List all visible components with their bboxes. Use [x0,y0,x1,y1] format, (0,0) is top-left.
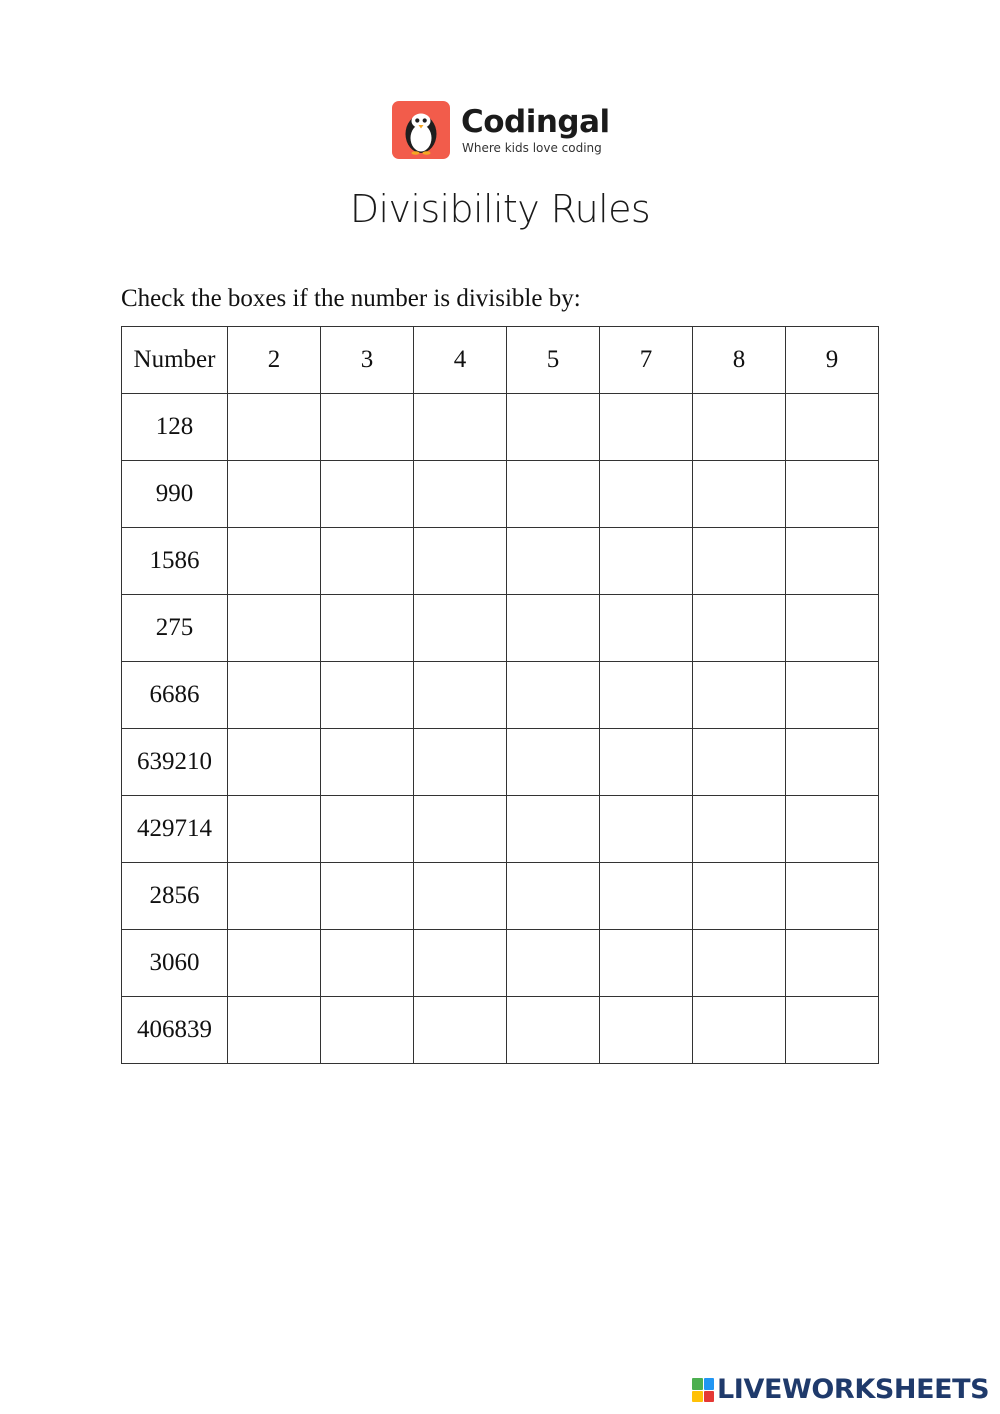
checkbox-cell-divisor-2[interactable] [228,662,321,729]
checkbox-cell-divisor-3[interactable] [321,595,414,662]
checkbox-cell-divisor-2[interactable] [228,461,321,528]
checkbox-cell-divisor-8[interactable] [693,729,786,796]
liveworksheets-logo-icon [692,1378,714,1402]
checkbox-cell-divisor-7[interactable] [600,662,693,729]
table-row [122,394,879,461]
checkbox-cell-divisor-2[interactable] [228,796,321,863]
checkbox-cell-divisor-9[interactable] [786,997,879,1064]
checkbox-cell-divisor-8[interactable] [693,930,786,997]
checkbox-cell-divisor-4[interactable] [414,662,507,729]
checkbox-cell-divisor-9[interactable] [786,930,879,997]
brand-tagline: Where kids love coding [462,140,602,155]
checkbox-cell-divisor-5[interactable] [507,595,600,662]
checkbox-cell-divisor-5[interactable] [507,461,600,528]
header-divisor-9: 9 [786,327,879,394]
checkbox-cell-divisor-3[interactable] [321,930,414,997]
table-row [122,461,879,528]
checkbox-cell-divisor-7[interactable] [600,394,693,461]
checkbox-cell-divisor-9[interactable] [786,863,879,930]
table-header-row [122,327,879,394]
checkbox-cell-divisor-9[interactable] [786,595,879,662]
instruction-text: Check the boxes if the number is divisible by: [121,285,581,312]
header-number: Number [122,327,228,394]
table-row [122,930,879,997]
checkbox-cell-divisor-8[interactable] [693,394,786,461]
checkbox-cell-divisor-7[interactable] [600,863,693,930]
row-number: 990 [122,461,228,528]
watermark-text: LIVEWORKSHEETS [717,1374,990,1405]
checkbox-cell-divisor-5[interactable] [507,662,600,729]
penguin-icon [392,101,450,159]
row-number: 6686 [122,662,228,729]
checkbox-cell-divisor-8[interactable] [693,528,786,595]
checkbox-cell-divisor-2[interactable] [228,595,321,662]
checkbox-cell-divisor-2[interactable] [228,930,321,997]
checkbox-cell-divisor-9[interactable] [786,662,879,729]
liveworksheets-watermark [692,1376,989,1404]
checkbox-cell-divisor-4[interactable] [414,394,507,461]
page-title: Divisibility Rules [349,187,651,231]
checkbox-cell-divisor-5[interactable] [507,394,600,461]
checkbox-cell-divisor-3[interactable] [321,662,414,729]
checkbox-cell-divisor-8[interactable] [693,997,786,1064]
row-number: 275 [122,595,228,662]
checkbox-cell-divisor-5[interactable] [507,729,600,796]
checkbox-cell-divisor-5[interactable] [507,930,600,997]
table-row [122,863,879,930]
row-number: 429714 [122,796,228,863]
checkbox-cell-divisor-8[interactable] [693,461,786,528]
checkbox-cell-divisor-9[interactable] [786,394,879,461]
checkbox-cell-divisor-2[interactable] [228,997,321,1064]
checkbox-cell-divisor-7[interactable] [600,796,693,863]
checkbox-cell-divisor-3[interactable] [321,729,414,796]
row-number: 406839 [122,997,228,1064]
checkbox-cell-divisor-3[interactable] [321,461,414,528]
checkbox-cell-divisor-2[interactable] [228,528,321,595]
checkbox-cell-divisor-8[interactable] [693,595,786,662]
checkbox-cell-divisor-2[interactable] [228,394,321,461]
checkbox-cell-divisor-7[interactable] [600,729,693,796]
table-row [122,662,879,729]
checkbox-cell-divisor-4[interactable] [414,528,507,595]
checkbox-cell-divisor-7[interactable] [600,461,693,528]
checkbox-cell-divisor-4[interactable] [414,595,507,662]
checkbox-cell-divisor-5[interactable] [507,863,600,930]
checkbox-cell-divisor-9[interactable] [786,461,879,528]
checkbox-cell-divisor-9[interactable] [786,796,879,863]
row-number: 2856 [122,863,228,930]
checkbox-cell-divisor-3[interactable] [321,394,414,461]
checkbox-cell-divisor-4[interactable] [414,796,507,863]
checkbox-cell-divisor-7[interactable] [600,997,693,1064]
table-row [122,528,879,595]
checkbox-cell-divisor-8[interactable] [693,796,786,863]
checkbox-cell-divisor-4[interactable] [414,729,507,796]
header-divisor-3: 3 [321,327,414,394]
divisibility-table [121,326,879,1064]
table-row [122,729,879,796]
checkbox-cell-divisor-3[interactable] [321,528,414,595]
checkbox-cell-divisor-4[interactable] [414,930,507,997]
checkbox-cell-divisor-4[interactable] [414,997,507,1064]
table-row [122,997,879,1064]
brand-name: Codingal [461,103,610,140]
checkbox-cell-divisor-5[interactable] [507,997,600,1064]
checkbox-cell-divisor-2[interactable] [228,863,321,930]
row-number: 1586 [122,528,228,595]
checkbox-cell-divisor-5[interactable] [507,796,600,863]
header-divisor-7: 7 [600,327,693,394]
row-number: 3060 [122,930,228,997]
checkbox-cell-divisor-8[interactable] [693,863,786,930]
checkbox-cell-divisor-7[interactable] [600,528,693,595]
header-divisor-5: 5 [507,327,600,394]
checkbox-cell-divisor-3[interactable] [321,863,414,930]
checkbox-cell-divisor-4[interactable] [414,863,507,930]
row-number: 639210 [122,729,228,796]
table-row [122,796,879,863]
header-divisor-2: 2 [228,327,321,394]
row-number: 128 [122,394,228,461]
checkbox-cell-divisor-7[interactable] [600,595,693,662]
checkbox-cell-divisor-5[interactable] [507,528,600,595]
checkbox-cell-divisor-9[interactable] [786,729,879,796]
checkbox-cell-divisor-9[interactable] [786,528,879,595]
checkbox-cell-divisor-2[interactable] [228,729,321,796]
checkbox-cell-divisor-3[interactable] [321,997,414,1064]
checkbox-cell-divisor-8[interactable] [693,662,786,729]
header-divisor-4: 4 [414,327,507,394]
header-divisor-8: 8 [693,327,786,394]
checkbox-cell-divisor-4[interactable] [414,461,507,528]
checkbox-cell-divisor-3[interactable] [321,796,414,863]
table-row [122,595,879,662]
codingal-logo [392,100,610,160]
checkbox-cell-divisor-7[interactable] [600,930,693,997]
